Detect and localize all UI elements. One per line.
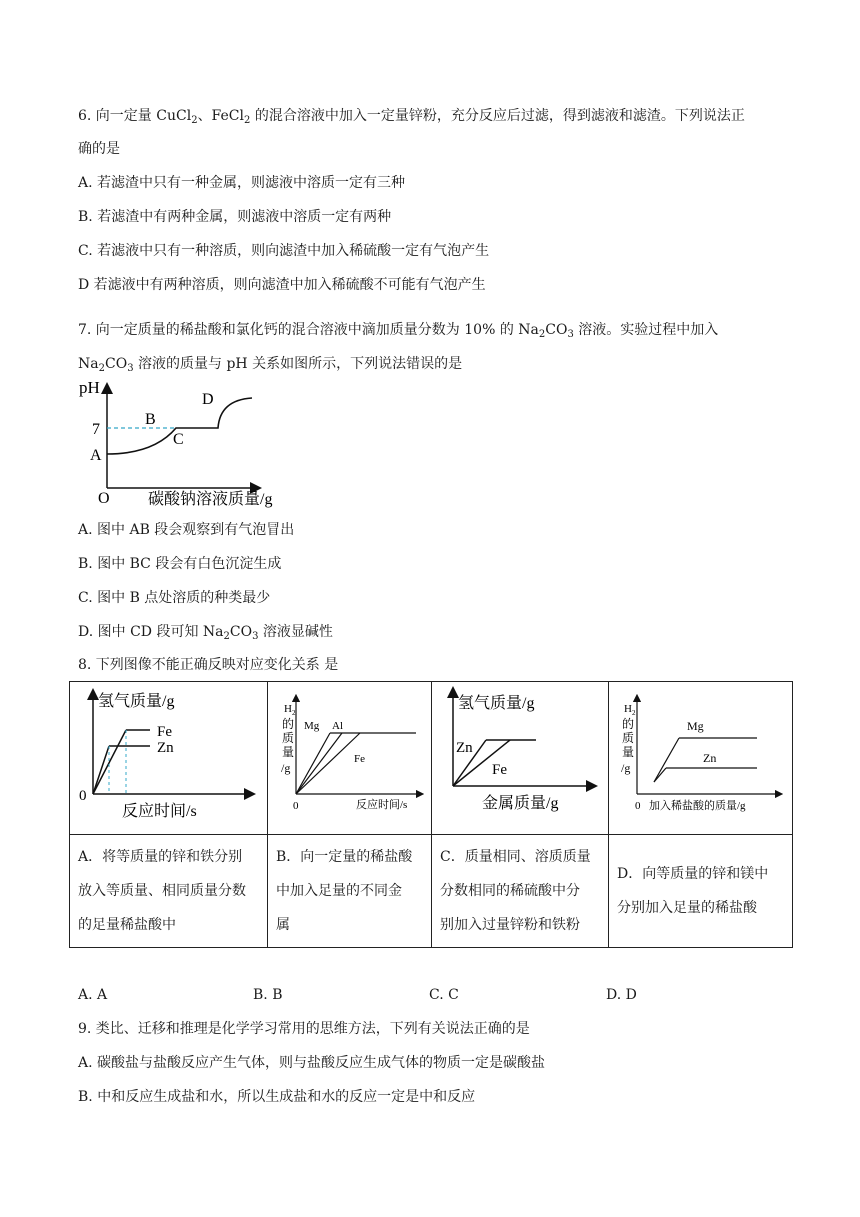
graph-cell-b <box>268 682 432 835</box>
q7-option-b: B. 图中 BC 段会有白色沉淀生成 <box>78 556 282 572</box>
q9-option-b: B. 中和反应生成盐和水，所以生成盐和水的反应一定是中和反应 <box>78 1089 476 1105</box>
graph-b-mg-label: Mg <box>304 720 320 732</box>
caption-cell-b: B．向一定量的稀盐酸 中加入足量的不同金 属 <box>268 835 432 948</box>
q6-option-a: A. 若滤渣中只有一种金属，则滤液中溶质一定有三种 <box>78 175 406 191</box>
graph-a-xlabel: 反应时间/s <box>122 803 197 820</box>
graph-b-ylabel-4: /g <box>281 761 291 775</box>
graph-b-ylabel-h2: $H_2$ <box>284 703 296 717</box>
q9-stem: 9. 类比、迁移和推理是化学学习常用的思维方法，下列有关说法正确的是 <box>78 1021 530 1037</box>
ph7-label: 7 <box>92 421 100 438</box>
q8-answer-b: B. B <box>253 987 283 1003</box>
q6-option-c: C. 若滤液中只有一种溶质，则向滤渣中加入稀硫酸一定有气泡产生 <box>78 243 490 259</box>
caption-cell-d: D．向等质量的锌和镁中 分别加入足量的稀盐酸 <box>609 835 793 948</box>
q7-option-a: A. 图中 AB 段会观察到有气泡冒出 <box>78 522 295 538</box>
graph-b-ylabel-2: 质 <box>282 731 295 745</box>
graph-b <box>268 682 431 830</box>
graph-d-origin: 0 <box>635 800 641 812</box>
q8-stem: 8. 下列图像不能正确反映对应变化关系 是 <box>78 657 339 673</box>
graph-c-ylabel: 氢气质量/g <box>458 695 535 712</box>
q6-stem-line1: 6. 向一定量 CuCl$_2$、FeCl$_2$ 的混合溶液中加入一定量锌粉，充分反应后过滤，得到滤液和滤渣。下列说法正 <box>78 108 745 126</box>
graph-a-zn-label: Zn <box>157 740 174 756</box>
q8-answer-c: C. C <box>429 987 459 1003</box>
graph-d-zn-label: Zn <box>703 751 717 765</box>
graph-b-ylabel-1: 的 <box>282 717 295 731</box>
graph-b-xlabel: 反应时间/s <box>356 799 408 811</box>
origin-label: O <box>98 490 110 507</box>
graph-a <box>70 682 267 830</box>
graph-d-xlabel: 加入稀盐酸的质量/g <box>649 800 746 812</box>
graph-a-fe-label: Fe <box>157 724 172 740</box>
graph-d-ylabel-3: 量 <box>622 745 635 759</box>
q7-option-d: D. 图中 CD 段可知 $Na_2CO_3$ 溶液显碱性 <box>78 624 333 642</box>
graph-b-fe-label: Fe <box>354 753 365 765</box>
graph-d-ylabel-1: 的 <box>622 717 635 731</box>
graph-d-ylabel-4: /g <box>621 761 631 775</box>
graph-d-ylabel-2: 质 <box>622 731 635 745</box>
q8-answer-a: A. A <box>78 987 108 1003</box>
caption-cell-a: A．将等质量的锌和铁分别 放入等质量、相同质量分数 的足量稀盐酸中 <box>70 835 268 948</box>
ph-label: pH <box>79 378 100 397</box>
point-a-label: A <box>90 447 102 464</box>
graph-d-ylabel-h2: $H_2$ <box>624 703 636 717</box>
q7-stem-line2: $Na_2CO_3$ 溶液的质量与 pH 关系如图所示，下列说法错误的是 <box>78 356 463 374</box>
graph-b-ylabel-3: 量 <box>282 745 295 759</box>
point-c-label: C <box>173 431 184 448</box>
q6-stem-line2: 确的是 <box>78 141 120 157</box>
graph-d <box>609 682 792 830</box>
graph-d-mg-label: Mg <box>687 719 704 733</box>
graph-b-al-label: Al <box>332 720 343 732</box>
q6-option-b: B. 若滤渣中有两种金属，则滤液中溶质一定有两种 <box>78 209 392 225</box>
graph-c-zn-label: Zn <box>456 740 473 756</box>
q8-answer-d: D. D <box>606 987 637 1003</box>
point-d-label: D <box>202 391 214 408</box>
graph-b-origin: 0 <box>293 800 299 812</box>
q6-option-d: D 若滤液中有两种溶质，则向滤渣中加入稀硫酸不可能有气泡产生 <box>78 277 486 293</box>
graph-cell-a <box>70 682 268 835</box>
point-b-label: B <box>145 411 156 428</box>
caption-cell-c: C．质量相同、溶质质量 分数相同的稀硫酸中分 别加入过量锌粉和铁粉 <box>432 835 609 948</box>
graph-c <box>432 682 608 830</box>
q9-option-a: A. 碳酸盐与盐酸反应产生气体，则与盐酸反应生成气体的物质一定是碳酸盐 <box>78 1055 546 1071</box>
graph-cell-d <box>609 682 793 835</box>
x-axis-label: 碳酸钠溶液质量/g <box>148 491 273 508</box>
q7-option-c: C. 图中 B 点处溶质的种类最少 <box>78 590 271 606</box>
graph-c-fe-label: Fe <box>492 762 507 778</box>
graph-a-origin: 0 <box>79 788 87 804</box>
graph-cell-c <box>432 682 609 835</box>
q8-table <box>69 681 793 948</box>
q7-stem-line1: 7. 向一定质量的稀盐酸和氯化钙的混合溶液中滴加质量分数为 10% 的 $Na_2CO_3$ 溶液。实验过程中加入 <box>78 322 719 340</box>
graph-c-xlabel: 金属质量/g <box>482 795 559 812</box>
graph-a-ylabel: 氢气质量/g <box>98 693 175 710</box>
q7-ph-graph <box>76 378 316 508</box>
